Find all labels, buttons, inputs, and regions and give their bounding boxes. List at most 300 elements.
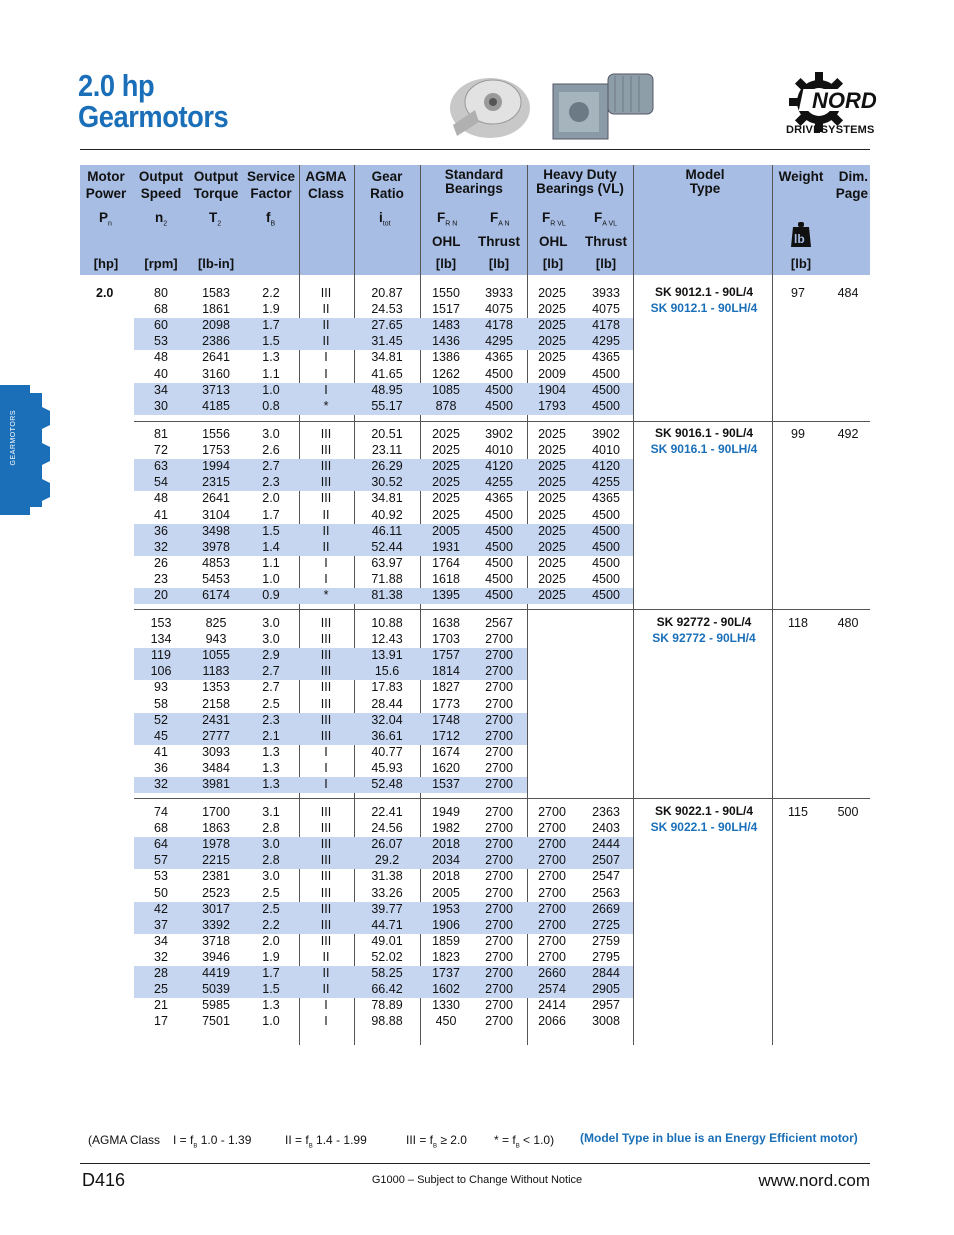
cell-fan-thrust: 2700 — [485, 777, 513, 791]
cell-agma-class: I — [324, 382, 328, 397]
cell-torque: 5453 — [202, 571, 230, 586]
cell-agma-class: III — [320, 680, 332, 695]
cell-speed: 106 — [150, 664, 172, 679]
cell-torque: 1556 — [202, 427, 230, 441]
cell-speed: 57 — [154, 853, 168, 868]
unit-lb-weight: [lb] — [790, 256, 812, 271]
cell-frn-ohl: 1620 — [432, 760, 460, 775]
cell-speed: 36 — [154, 523, 168, 538]
cell-service-factor: 2.5 — [262, 696, 280, 711]
weight-value: 115 — [788, 805, 808, 819]
cell-frn-ohl: 1436 — [432, 334, 460, 349]
cell-frn-ohl: 1748 — [432, 712, 460, 727]
cell-fan-thrust: 2700 — [485, 998, 513, 1013]
cell-speed: 41 — [154, 744, 168, 759]
group-sep-3 — [134, 798, 870, 799]
cell-favl-thrust: 4500 — [592, 588, 620, 602]
cell-gear-ratio: 63.97 — [371, 555, 403, 570]
cell-speed: 34 — [154, 933, 168, 948]
cell-service-factor: 2.5 — [262, 885, 280, 900]
hdr-gear-ratio: Gear Ratio — [370, 169, 404, 201]
cell-frvl-ohl — [524, 679, 580, 695]
cell-frn-ohl: 450 — [435, 1014, 457, 1029]
cell-fan-thrust: 4500 — [485, 366, 513, 381]
cell-fan-thrust: 2700 — [485, 744, 513, 759]
cell-fan-thrust: 4178 — [485, 318, 513, 333]
cell-service-factor: 1.9 — [262, 302, 280, 317]
cell-gear-ratio: 66.42 — [371, 982, 403, 997]
cell-frvl-ohl: 2574 — [538, 982, 566, 997]
cell-gear-ratio: 49.01 — [371, 933, 403, 948]
cell-agma-class: II — [322, 949, 330, 964]
cell-gear-ratio: 52.48 — [371, 777, 403, 791]
cell-frn-ohl: 1638 — [432, 616, 460, 630]
cell-fan-thrust: 2700 — [485, 853, 513, 868]
cell-favl-thrust: 3008 — [592, 1014, 620, 1029]
title-line-2: Gearmotors — [78, 99, 229, 134]
cell-frvl-ohl: 2700 — [538, 917, 566, 932]
cell-frn-ohl: 1931 — [432, 539, 460, 554]
cell-agma-class: I — [324, 744, 328, 759]
cell-favl-thrust: 4178 — [592, 318, 620, 333]
cell-frvl-ohl: 2025 — [538, 507, 566, 522]
cell-frvl-ohl: 2025 — [538, 588, 566, 602]
cell-gear-ratio: 45.93 — [371, 760, 403, 775]
cell-fan-thrust: 2700 — [485, 901, 513, 916]
cell-fan-thrust: 4365 — [485, 491, 513, 506]
cell-fan-thrust: 2700 — [485, 805, 513, 819]
cell-frvl-ohl: 2700 — [538, 901, 566, 916]
cell-favl-thrust: 4500 — [592, 366, 620, 381]
cell-fan-thrust: 2700 — [485, 966, 513, 980]
cell-service-factor: 0.9 — [262, 588, 280, 602]
cell-frn-ohl: 1395 — [432, 588, 460, 602]
agma-legend-class-1: $I = f_B$ 1.0 - 1.39 — [173, 1133, 252, 1150]
cell-agma-class: II — [322, 334, 330, 349]
cell-torque: 2215 — [202, 853, 230, 868]
cell-fan-thrust: 4500 — [485, 382, 513, 397]
cell-frn-ohl: 1483 — [432, 318, 460, 333]
cell-frn-ohl: 1386 — [432, 350, 460, 365]
agma-legend-open: (AGMA Class — [88, 1133, 161, 1147]
cell-torque: 3392 — [202, 917, 230, 932]
cell-torque: 4185 — [202, 398, 230, 413]
hdr-agma-class: AGMA Class — [305, 169, 347, 201]
cell-speed: 26 — [154, 555, 168, 570]
cell-frvl-ohl: 2025 — [538, 427, 566, 441]
cell-agma-class: III — [320, 821, 332, 836]
page-number: D416 — [82, 1170, 126, 1190]
cell-service-factor: 3.0 — [262, 427, 280, 441]
cell-service-factor: 1.7 — [262, 507, 280, 522]
footer-notice: G1000 – Subject to Change Without Notice — [371, 1174, 583, 1186]
cell-speed: 23 — [154, 571, 168, 586]
cell-favl-thrust: 2905 — [592, 982, 620, 997]
cell-frn-ohl: 1517 — [432, 302, 460, 317]
agma-legend-class-4: * = $f_B < 1.0$) — [494, 1133, 555, 1150]
cell-speed: 50 — [154, 885, 168, 900]
cell-agma-class: III — [320, 443, 332, 458]
cell-frvl-ohl — [524, 696, 580, 712]
model-type-energy-efficient: SK 9022.1 - 90LH/4 — [650, 820, 758, 834]
cell-gear-ratio: 31.38 — [371, 869, 403, 884]
cell-agma-class: II — [322, 982, 330, 997]
hdr-service-factor: Service Factor — [246, 169, 296, 201]
cell-torque: 3017 — [202, 901, 230, 916]
dim-page-value: 492 — [837, 427, 859, 441]
cell-favl-thrust: 4365 — [592, 350, 620, 365]
hdr-heavy-duty-bearings: Heavy Duty Bearings (VL) — [536, 167, 624, 196]
cell-service-factor: 1.3 — [262, 760, 280, 775]
logo-tagline: DRIVESYSTEMS — [786, 124, 875, 136]
cell-fan-thrust: 4120 — [485, 459, 513, 474]
cell-service-factor: 2.3 — [262, 475, 280, 490]
cell-frvl-ohl: 2025 — [538, 539, 566, 554]
cell-fan-thrust: 4365 — [485, 350, 513, 365]
cell-frvl-ohl: 2700 — [538, 933, 566, 948]
cell-torque: 2098 — [202, 318, 230, 333]
dim-page-value: 484 — [837, 286, 859, 300]
cell-agma-class: III — [320, 491, 332, 506]
dim-page-value: 500 — [837, 805, 859, 819]
cell-frvl-ohl: 2700 — [538, 821, 566, 836]
cell-speed: 32 — [154, 539, 168, 554]
page-title — [78, 70, 228, 132]
cell-gear-ratio: 81.38 — [371, 588, 403, 602]
unit-rpm: [rpm] — [144, 256, 178, 271]
hdr-weight: Weight — [778, 169, 824, 184]
group-sep-2 — [134, 609, 870, 610]
cell-favl-thrust — [578, 647, 634, 663]
cell-service-factor: 2.7 — [262, 680, 280, 695]
cell-fan-thrust: 4500 — [485, 555, 513, 570]
side-tab-gear — [0, 385, 50, 515]
cell-service-factor: 1.3 — [262, 744, 280, 759]
cell-torque: 1994 — [202, 459, 230, 474]
cell-favl-thrust: 4500 — [592, 398, 620, 413]
agma-legend-class-3: III = $f_B \ge 2.0$ — [406, 1133, 467, 1150]
cell-gear-ratio: 40.92 — [371, 507, 403, 522]
cell-agma-class: I — [324, 1014, 328, 1029]
cell-frn-ohl: 1550 — [432, 286, 460, 300]
cell-speed: 53 — [154, 334, 168, 349]
cell-torque: 2641 — [202, 350, 230, 365]
cell-torque: 2641 — [202, 491, 230, 506]
cell-agma-class: I — [324, 366, 328, 381]
cell-service-factor: 3.0 — [262, 616, 280, 630]
cell-service-factor: 1.0 — [262, 382, 280, 397]
cell-torque: 4419 — [202, 966, 230, 980]
cell-fan-thrust: 2567 — [485, 616, 513, 630]
cell-gear-ratio: 12.43 — [371, 632, 403, 647]
cell-torque: 825 — [205, 616, 227, 630]
cell-torque: 2315 — [202, 475, 230, 490]
cell-gear-ratio: 34.81 — [371, 350, 403, 365]
cell-agma-class: * — [323, 398, 329, 413]
cell-service-factor: 2.1 — [262, 728, 280, 743]
cell-favl-thrust — [578, 728, 634, 744]
cell-frn-ohl: 2025 — [432, 443, 460, 458]
cell-favl-thrust: 4255 — [592, 475, 620, 490]
cell-gear-ratio: 52.44 — [371, 539, 403, 554]
cell-favl-thrust — [578, 663, 634, 679]
title-line-1: 2.0 hp — [78, 68, 155, 103]
cell-frn-ohl: 1703 — [432, 632, 460, 647]
cell-frvl-ohl: 2025 — [538, 443, 566, 458]
cell-gear-ratio: 29.2 — [374, 853, 400, 868]
cell-favl-thrust: 4010 — [592, 443, 620, 458]
weight-value: 118 — [788, 616, 808, 630]
cell-favl-thrust — [578, 744, 634, 760]
cell-frn-ohl: 1823 — [432, 949, 460, 964]
model-type-energy-efficient: SK 9016.1 - 90LH/4 — [650, 442, 758, 456]
cell-service-factor: 2.0 — [262, 491, 280, 506]
hdr-motor-power: Motor Power — [85, 169, 127, 201]
cell-agma-class: III — [320, 459, 332, 474]
cell-agma-class: III — [320, 427, 332, 441]
cell-speed: 68 — [154, 821, 168, 836]
cell-service-factor: 2.2 — [262, 917, 280, 932]
cell-speed: 134 — [150, 632, 172, 647]
cell-frn-ohl: 1949 — [432, 805, 460, 819]
cell-gear-ratio: 20.87 — [371, 286, 403, 300]
cell-speed: 93 — [154, 680, 168, 695]
cell-service-factor: 0.8 — [262, 398, 280, 413]
cell-agma-class: I — [324, 571, 328, 586]
cell-agma-class: II — [322, 302, 330, 317]
unit-lb-frvl: [lb] — [542, 256, 564, 271]
cell-frvl-ohl: 1904 — [538, 382, 566, 397]
cell-service-factor: 2.8 — [262, 821, 280, 836]
hdr-model-type: Model Type — [685, 167, 725, 196]
cell-frn-ohl: 2025 — [432, 507, 460, 522]
unit-lb-frn: [lb] — [435, 256, 457, 271]
cell-favl-thrust: 2403 — [592, 821, 620, 836]
cell-gear-ratio: 20.51 — [371, 427, 403, 441]
cell-service-factor: 1.3 — [262, 777, 280, 791]
cell-speed: 80 — [154, 286, 168, 300]
cell-speed: 63 — [154, 459, 168, 474]
cell-frvl-ohl: 2025 — [538, 350, 566, 365]
motor-power-value: 2.0 — [96, 286, 114, 300]
cell-frn-ohl: 1674 — [432, 744, 460, 759]
cell-gear-ratio: 30.52 — [371, 475, 403, 490]
cell-fan-thrust: 4010 — [485, 443, 513, 458]
cell-agma-class: III — [320, 286, 332, 300]
cell-favl-thrust: 2795 — [592, 949, 620, 964]
hdr-ohl-vl: OHL — [539, 234, 568, 249]
energy-efficient-note: (Model Type in blue is an Energy Efficient motor) — [580, 1131, 858, 1145]
bottom-rule — [80, 1163, 870, 1164]
cell-speed: 32 — [154, 949, 168, 964]
sym-favl: $F_{A VL}$ — [594, 210, 618, 228]
cell-speed: 81 — [154, 427, 168, 441]
cell-torque: 1978 — [202, 837, 230, 852]
cell-torque: 2431 — [202, 712, 230, 727]
cell-torque: 1753 — [202, 443, 230, 458]
gearmotor-image — [545, 62, 660, 147]
cell-frn-ohl: 2025 — [432, 491, 460, 506]
cell-frn-ohl: 2034 — [432, 853, 460, 868]
cell-frvl-ohl — [524, 663, 580, 679]
cell-frn-ohl: 1827 — [432, 680, 460, 695]
cell-service-factor: 1.3 — [262, 998, 280, 1013]
cell-fan-thrust: 4500 — [485, 539, 513, 554]
cell-frvl-ohl — [524, 776, 580, 792]
cell-agma-class: III — [320, 475, 332, 490]
cell-agma-class: II — [322, 966, 330, 980]
hdr-thrust-std: Thrust — [478, 234, 520, 249]
cell-frvl-ohl — [524, 631, 580, 647]
cell-frn-ohl: 1618 — [432, 571, 460, 586]
cell-speed: 25 — [154, 982, 168, 997]
cell-torque: 5039 — [202, 982, 230, 997]
cell-favl-thrust: 4365 — [592, 491, 620, 506]
cell-fan-thrust: 3902 — [485, 427, 513, 441]
cell-frn-ohl: 1773 — [432, 696, 460, 711]
cell-frvl-ohl — [524, 760, 580, 776]
cell-frn-ohl: 1906 — [432, 917, 460, 932]
cell-speed: 119 — [151, 648, 171, 663]
cell-frn-ohl: 1737 — [432, 966, 460, 980]
cell-gear-ratio: 55.17 — [371, 398, 403, 413]
cell-frn-ohl: 1330 — [432, 998, 460, 1013]
cell-favl-thrust: 2725 — [592, 917, 620, 932]
cell-fan-thrust: 2700 — [485, 728, 513, 743]
cell-frvl-ohl: 2700 — [538, 885, 566, 900]
cell-gear-ratio: 78.89 — [371, 998, 403, 1013]
cell-frvl-ohl — [524, 615, 580, 631]
cell-frvl-ohl: 2066 — [538, 1014, 566, 1029]
cell-favl-thrust: 2759 — [592, 933, 620, 948]
cell-agma-class: II — [322, 539, 330, 554]
cell-gear-ratio: 48.95 — [371, 382, 403, 397]
cell-favl-thrust: 2547 — [592, 869, 620, 884]
cell-agma-class: * — [323, 588, 329, 602]
cell-speed: 48 — [154, 491, 168, 506]
model-type-energy-efficient: SK 92772 - 90LH/4 — [652, 631, 756, 645]
cell-gear-ratio: 34.81 — [371, 491, 403, 506]
cell-agma-class: III — [320, 837, 332, 852]
cell-torque: 2381 — [202, 869, 230, 884]
cell-fan-thrust: 2700 — [485, 648, 513, 663]
cell-speed: 28 — [154, 966, 168, 980]
cell-service-factor: 2.2 — [262, 286, 280, 300]
cell-frvl-ohl: 2414 — [538, 998, 566, 1013]
cell-fan-thrust: 4500 — [485, 507, 513, 522]
cell-frn-ohl: 1537 — [432, 777, 460, 791]
cell-fan-thrust: 2700 — [485, 760, 513, 775]
cell-frn-ohl: 1764 — [432, 555, 460, 570]
cell-torque: 1863 — [202, 821, 230, 836]
cell-frn-ohl: 2025 — [432, 475, 460, 490]
cell-speed: 37 — [154, 917, 168, 932]
model-type: SK 9022.1 - 90L/4 — [654, 804, 754, 818]
cell-service-factor: 1.5 — [262, 334, 280, 349]
cell-torque: 3981 — [202, 777, 230, 791]
cell-service-factor: 2.3 — [262, 712, 280, 727]
cell-fan-thrust: 4500 — [485, 398, 513, 413]
cell-torque: 4853 — [202, 555, 230, 570]
cell-fan-thrust: 2700 — [485, 712, 513, 727]
cell-service-factor: 3.0 — [262, 632, 280, 647]
cell-frvl-ohl: 2009 — [538, 366, 566, 381]
cell-torque: 1353 — [202, 680, 230, 695]
group-sep-1 — [134, 421, 870, 422]
cell-agma-class: III — [320, 664, 332, 679]
sym-frvl: $F_{R VL}$ — [542, 210, 566, 228]
cell-fan-thrust: 2700 — [485, 869, 513, 884]
weight-value: 97 — [791, 286, 805, 300]
hdr-standard-bearings: Standard Bearings — [444, 167, 504, 196]
agma-legend-class-2: II = $f_B$ 1.4 - 1.99 — [285, 1133, 367, 1150]
cell-frn-ohl: 2018 — [432, 837, 460, 852]
cell-agma-class: II — [322, 507, 330, 522]
cell-speed: 64 — [154, 837, 168, 852]
cell-gear-ratio: 46.11 — [371, 523, 403, 538]
cell-frvl-ohl: 2025 — [538, 459, 566, 474]
cell-frvl-ohl: 2700 — [538, 869, 566, 884]
weight-value: 99 — [791, 427, 805, 441]
cell-speed: 40 — [154, 366, 168, 381]
cell-fan-thrust: 2700 — [485, 982, 513, 997]
cell-torque: 7501 — [202, 1014, 230, 1029]
cell-service-factor: 1.1 — [262, 366, 280, 381]
cell-favl-thrust: 2957 — [592, 998, 620, 1013]
cell-gear-ratio: 17.83 — [371, 680, 403, 695]
cell-favl-thrust: 4120 — [592, 459, 620, 474]
cell-agma-class: II — [322, 318, 330, 333]
cell-speed: 20 — [154, 588, 168, 602]
cell-agma-class: III — [320, 616, 332, 630]
cell-agma-class: III — [320, 712, 332, 727]
cell-service-factor: 1.5 — [262, 523, 280, 538]
model-type: SK 9016.1 - 90L/4 — [654, 426, 754, 440]
cell-speed: 32 — [154, 777, 168, 791]
cell-frvl-ohl: 2025 — [538, 302, 566, 317]
cell-gear-ratio: 39.77 — [371, 901, 403, 916]
cell-gear-ratio: 33.26 — [371, 885, 403, 900]
cell-favl-thrust: 4500 — [592, 507, 620, 522]
cell-agma-class: III — [320, 853, 332, 868]
cell-favl-thrust — [578, 679, 634, 695]
cell-favl-thrust — [578, 760, 634, 776]
cell-torque: 2158 — [202, 696, 230, 711]
hdr-dim-page: Dim. Page — [835, 169, 868, 201]
unit-hp: [hp] — [93, 256, 119, 271]
cell-torque: 1055 — [202, 648, 230, 663]
cell-speed: 42 — [154, 901, 168, 916]
cell-gear-ratio: 52.02 — [371, 949, 403, 964]
hdr-thrust-vl: Thrust — [585, 234, 627, 249]
cell-agma-class: I — [324, 350, 328, 365]
cell-torque: 2523 — [202, 885, 230, 900]
cell-gear-ratio: 32.04 — [371, 712, 403, 727]
cell-speed: 41 — [154, 507, 168, 522]
cell-agma-class: II — [322, 523, 330, 538]
hdr-ohl-std: OHL — [432, 234, 461, 249]
cell-frvl-ohl — [524, 728, 580, 744]
cell-frn-ohl: 2005 — [432, 523, 460, 538]
cell-service-factor: 1.0 — [262, 1014, 280, 1029]
cell-service-factor: 2.7 — [262, 664, 280, 679]
cell-service-factor: 2.7 — [262, 459, 280, 474]
cell-torque: 3713 — [202, 382, 230, 397]
cell-gear-ratio: 26.07 — [371, 837, 403, 852]
cell-agma-class: III — [320, 917, 332, 932]
cell-agma-class: I — [324, 760, 328, 775]
cell-frn-ohl: 1953 — [432, 901, 460, 916]
